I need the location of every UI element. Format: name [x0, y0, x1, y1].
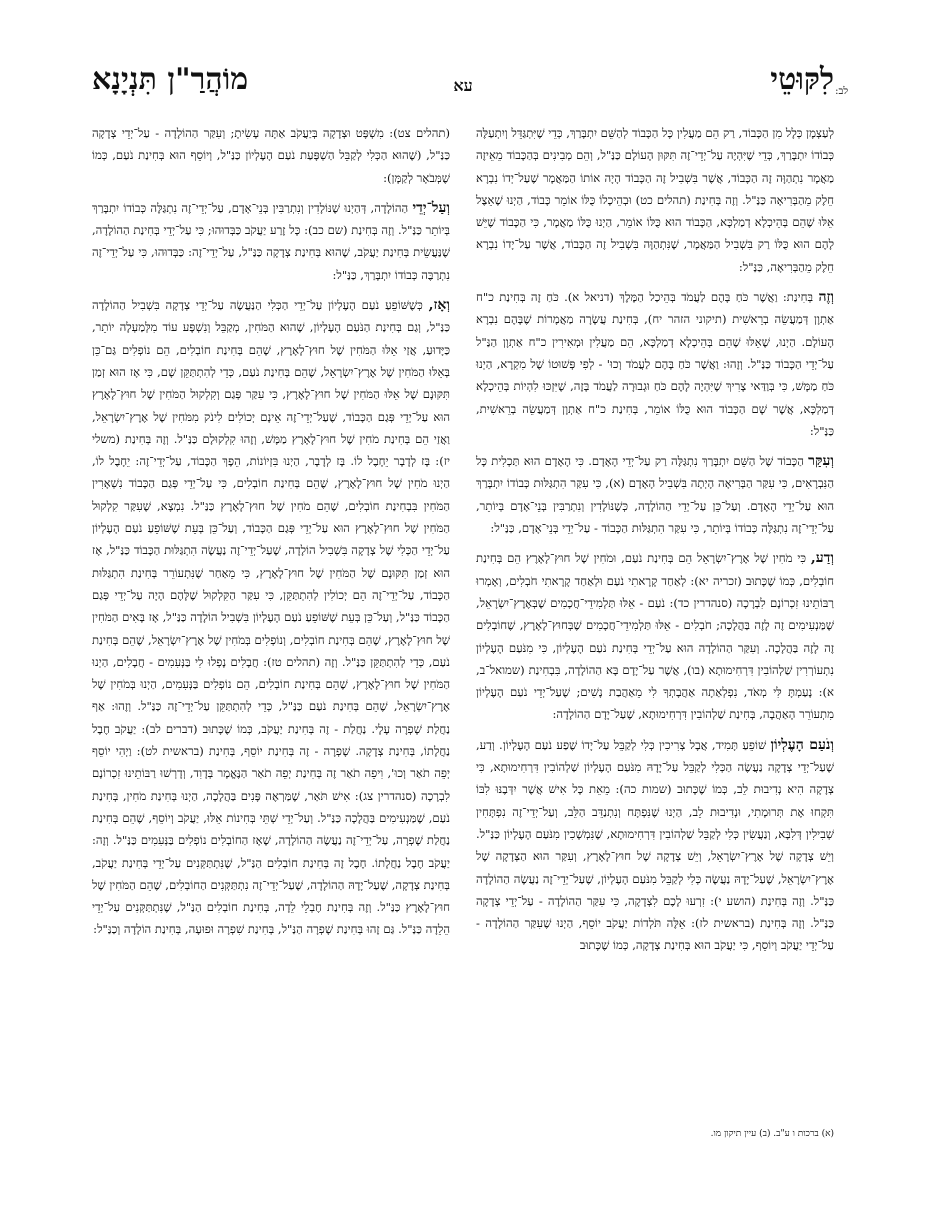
paragraph [476, 286, 834, 442]
right-column [476, 122, 834, 965]
paragraph [92, 122, 450, 189]
book-title-right: לִקּוּטֵי [770, 62, 834, 97]
paragraph [476, 547, 834, 725]
paragraph-text: לְעַצְמָן כְּלָל מִן הַכָּבוֹד, רַק הֵם מַעֲלִין כָּל הַכָּבוֹד לְהַשֵּׁם יִתְבָּרַךְ, כְּדֵי שֶׁיִּתְגַּדֵּל וְיִתְעַלֶּה כְּבוֹדוֹ יִתְבָּרַךְ, כְּדֵי שֶׁיִּהְיֶה עַל־יְדֵי־זֶה תִּקּוּן הָעוֹלָם כַּנַּ"ל, וְהֵם מְבִינִים בְּהַכָּבוֹד מֵאֵיזֶה מַאֲמָר נִתְהַוָּה זֶה הַכָּבוֹד, אֲשֶׁר בִּשְׁבִיל זֶה הַכָּבוֹד הָיָה אוֹתוֹ הַמַּאֲמָר שֶׁעַל־יְדוֹ נִבְרָא חֵלֶק מֵהַבְּרִיאָה כַּנַּ"ל. וְזֶה בְּחִינַת (תהלים כט) וּבְהֵיכָלוֹ כֻּלּוֹ אוֹמֵר כָּבוֹד, הַיְנוּ שֶׁאֵצֶל אֵלּוּ שֶׁהֵם בְּהֵיכְלָא דְמַלְכָּא, הַכָּבוֹד הוּא כֻּלּוֹ אוֹמֵר, הַיְנוּ כֻּלּוֹ מַאֲמָר, כִּי הַכָּבוֹד שֶׁיֵּשׁ לָהֶם הוּא כֻּלּוֹ רַק בִּשְׁבִיל הַמַּאֲמָר, שֶׁנִּתְהַוָּה בִּשְׁבִיל זֶה הַכָּבוֹד, אֲשֶׁר עַל־יָדוֹ נִבְרָא חֵלֶק מֵהַבְּרִיאָה, כַּנַּ"ל: [476, 126, 834, 274]
paragraph-text: שׁוֹפֵעַ תָּמִיד, אֲבָל צְרִיכִין כְּלִי לְקַבֵּל עַל־יָדוֹ שֶׁפַע נֹעַם הָעֶלְיוֹן. וְדַע, שֶׁעַל־יְדֵי צְדָקָה נַעֲשֶׂה הַכְּלִי לְקַבֵּל עַל־יָדָהּ מִנֹּעַם הָעֶלְיוֹן שַׁלְהוֹבִין דִּרְחִימוּתָא, כִּי צְדָקָה הִיא נְדִיבוּת לֵב, כְּמוֹ שֶׁכָּתוּב (שמות כה): מֵאֵת כָּל אִישׁ אֲשֶׁר יִדְּבֶנּוּ לִבּוֹ תִּקְחוּ אֶת תְּרוּמָתִי, וּנְדִיבוּת לֵב, הַיְנוּ שֶׁנִּפְתָּח וְנִתְנַדֵּב הַלֵּב, וְעַל־יְדֵי־זֶה נִפְתָּחִין שְׁבִילִין דְּלִבָּא, וְנַעֲשִׂין כְּלִי לְקַבֵּל שַׁלְהוֹבִין דִּרְחִימוּתָא, שֶׁנִּמְשָׁכִין מִנֹּעַם הָעֶלְיוֹן כַּנַּ"ל. וְיֵשׁ צְדָקָה שֶׁל אֶרֶץ־יִשְׂרָאֵל, וְיֵשׁ צְדָקָה שֶׁל חוּץ־לָאָרֶץ, וְעִקַּר הוּא הַצְּדָקָה שֶׁל אֶרֶץ־יִשְׂרָאֵל, שֶׁעַל־יָדָהּ נַעֲשֶׂה כְּלִי לְקַבֵּל מִנֹּעַם הָעֶלְיוֹן, שֶׁעַל־יְדֵי־זֶה נַעֲשֶׂה הַהוֹלָדָה כַּנַּ"ל. וְזֶה בְּחִינַת (הושע י): זִרְעוּ לָכֶם לִצְדָקָה, כִּי עִקַּר הַהוֹלָדָה - עַל־יְדֵי צְדָקָה כַּנַּ"ל. וְזֶה בְּחִינַת (בראשית לז): אֵלֶּה תֹּלְדוֹת יַעֲקֹב יוֹסֵף, הַיְנוּ שֶׁעִקַּר הַהוֹלָדָה - עַל־יְדֵי יַעֲקֹב וְיוֹסֵף, כִּי יַעֲקֹב הוּא בְּחִינַת צְדָקָה, כְּמוֹ שֶׁכָּתוּב [476, 737, 834, 953]
paragraph [92, 294, 450, 941]
left-column [92, 122, 450, 949]
lead-word: וְדַע, [810, 550, 834, 567]
paragraph [476, 450, 834, 539]
paragraph-text: בְּחִינַת: וַאֲשֶׁר כֹּחַ בָּהֶם לַעֲמֹד בְּהֵיכַל הַמֶּלֶךְ (דניאל א). כֹּחַ זֶה בְּחִינַת כ"ח אַתְוָן דְּמַעֲשֵׂה בְרֵאשִׁית (תיקוני הזהר יח), בְּחִינַת עֲשָׂרָה מַאֲמָרוֹת שֶׁבָּהֶם נִבְרָא הָעוֹלָם. הַיְנוּ, שֶׁאֵלּוּ שֶׁהֵם בְּהֵיכְלָא דְמַלְכָּא, הֵם מַעֲלִין וּמְאִירִין כ"ח אַתְוָן הַנַּ"ל עַל־יְדֵי הַכָּבוֹד כַּנַּ"ל. וְזֶהוּ: וַאֲשֶׁר כֹּחַ בָּהֶם לַעֲמֹד וְכוּ' - לְפִי פְּשׁוּטוֹ שֶׁל מִקְרָא, הַיְנוּ כֹּחַ מַמָּשׁ, כִּי בְּוַדַּאי צָרִיךְ שֶׁיִּהְיֶה לָהֶם כֹּחַ וּגְבוּרָה לַעֲמֹד בָּזֶה, שֶׁיִּזְכּוּ לִהְיוֹת בְּהֵיכְלָא דְמַלְכָּא, אֲשֶׁר שָׁם הַכָּבוֹד הוּא כֻּלּוֹ אוֹמֵר, בְּחִינַת כ"ח אַתְוָן דְּמַעֲשֵׂה בְרֵאשִׁית, כַּנַּ"ל: [476, 290, 834, 438]
lead-word: וְעִקַּר [808, 453, 835, 470]
paragraph [92, 197, 450, 286]
lead-word: וְאָז, [428, 297, 450, 314]
running-header [92, 62, 848, 112]
page-number: עא [453, 76, 473, 95]
lead-word: וְנֹעַם הָעֶלְיוֹן [770, 736, 835, 753]
book-title-left: מוֹהֲרַ"ן תִּנְיָנָא [92, 62, 249, 97]
lead-word: וְזֶה [818, 289, 835, 306]
paragraph-text: (תהלים צט): מִשְׁפָּט וּצְדָקָה בְּיַעֲקֹב אַתָּה עָשִׂיתָ; וְעִקַּר הַהוֹלָדָה - עַל־יְדֵי צְדָקָה כַּנַּ"ל, (שֶׁהוּא הַכְּלִי לְקַבֵּל הַשְׁפָּעַת נֹעַם הָעֶלְיוֹן כַּנַּ"ל, וְיוֹסֵף הוּא בְּחִינַת נֹעַם, כְּמוֹ שֶׁמְּבֹאָר לְקַמָּן): [92, 126, 450, 185]
paragraph-text: הַכָּבוֹד שֶׁל הַשֵּׁם יִתְבָּרַךְ נִתְגַּלֶּה רַק עַל־יְדֵי הָאָדָם. כִּי הָאָדָם הוּא תַּכְלִית כָּל הַנִּבְרָאִים, כִּי עִקַּר הַבְּרִיאָה הָיְתָה בִּשְׁבִיל הָאָדָם (א), כִּי עִקַּר הִתְגַּלּוּת כְּבוֹדוֹ יִתְבָּרַךְ הוּא עַל־יְדֵי הָאָדָם. וְעַל־כֵּן עַל־יְדֵי הַהוֹלָדָה, כְּשֶׁנּוֹלָדִין וְנִתְרַבִּין בְּנֵי־אָדָם בְּיוֹתֵר, עַל־יְדֵי־זֶה נִתְגַּלֶּה כְּבוֹדוֹ בְּיוֹתֵר, כִּי עִקַּר הִתְגַּלּוּת הַכָּבוֹד - עַל־יְדֵי בְּנֵי־אָדָם, כַּנַּ"ל: [476, 454, 835, 536]
paragraph [476, 122, 834, 278]
lead-word: וְעַל־יְדֵי [412, 199, 450, 216]
footnote: (א) ברכות ו ע"ב. (ב) עיין תיקון מו. [710, 1129, 834, 1139]
paragraph [476, 734, 834, 957]
paragraph-text: כְּשֶׁשּׁוֹפֵעַ נֹעַם הָעֶלְיוֹן עַל־יְדֵי הַכְּלִי הַנַּעֲשֶׂה עַל־יְדֵי צְדָקָה בִּשְׁבִיל הַהוֹלָדָה כַּנַּ"ל, וְגַם בְּחִינַת הַנֹּעַם הָעֶלְיוֹן, שֶׁהוּא הַמֹּחִין, מְקַבֵּל וְנִשְׁפָּע עוֹד מִלְּמַעְלָה יוֹתֵר, כַּיָּדוּעַ, אֲזַי אֵלּוּ הַמֹּחִין שֶׁל חוּץ־לָאָרֶץ, שֶׁהֵם בְּחִינַת חוֹבְלִים, הֵם נוֹפְלִים גַּם־כֵּן בְּאֵלּוּ הַמֹּחִין שֶׁל אֶרֶץ־יִשְׂרָאֵל, שֶׁהֵם בְּחִינַת נֹעַם, כְּדֵי לְהִתְתַּקֵּן שָׁם, כִּי אָז הוּא זְמַן תִּקּוּנָם שֶׁל אֵלּוּ הַמֹּחִין שֶׁל חוּץ־לָאָרֶץ, כִּי עִקַּר פְּגַם וְקִלְקוּל הַמֹּחִין שֶׁל חוּץ־לָאָרֶץ הוּא עַל־יְדֵי פְּגַם הַכָּבוֹד, שֶׁעַל־יְדֵי־זֶה אֵינָם יְכוֹלִים לִינֹק מִמֹּחִין שֶׁל אֶרֶץ־יִשְׂרָאֵל, וַאֲזַי הֵם בְּחִינַת מֹחִין שֶׁל חוּץ־לָאָרֶץ מַמָּשׁ, וְזֶהוּ קִלְקוּלָם כַּנַּ"ל. וְזֶה בְּחִינַת (משלי יז): בָּז לְדָבָר יֵחָבֶל לוֹ. בָּז לְדָבָר, הַיְנוּ בִּזְיוֹנוֹת, הֵפֶךְ הַכָּבוֹד, עַל־יְדֵי־זֶה: יֵחָבֶל לוֹ, הַיְנוּ מֹחִין שֶׁל חוּץ־לָאָרֶץ, שֶׁהֵם בְּחִינַת חוֹבְלִים, כִּי עַל־יְדֵי פְּגַם הַכָּבוֹד נִשְׁאָרִין הַמֹּחִין בִּבְחִינַת חוֹבְלִים, שֶׁהֵם מֹחִין שֶׁל חוּץ־לָאָרֶץ כַּנַּ"ל. נִמְצָא, שֶׁעִקַּר קִלְקוּל הַמֹּחִין שֶׁל חוּץ־לָאָרֶץ הוּא עַל־יְדֵי פְּגַם הַכָּבוֹד, וְעַל־כֵּן בְּעֵת שֶׁשּׁוֹפֵעַ נֹעַם הָעֶלְיוֹן עַל־יְדֵי הַכְּלִי שֶׁל צְדָקָה בִּשְׁבִיל הוֹלָדָה, שֶׁעַל־יְדֵי־זֶה נַעֲשֶׂה הִתְגַּלּוּת הַכָּבוֹד כַּנַּ"ל, אָז הוּא זְמַן תִּקּוּנָם שֶׁל הַמֹּחִין שֶׁל חוּץ־לָאָרֶץ, כִּי מֵאַחַר שֶׁנִּתְעוֹרֵר בְּחִינַת הִתְגַּלּוּת הַכָּבוֹד, עַל־יְדֵי־זֶה הֵם יְכוֹלִין לְהִתְתַּקֵּן, כִּי עִקַּר הַקִּלְקוּל שֶׁלָּהֶם הָיָה עַל־יְדֵי פְּגַם הַכָּבוֹד כַּנַּ"ל, וְעַל־כֵּן בְּעֵת שֶׁשּׁוֹפֵעַ נֹעַם הָעֶלְיוֹן בִּשְׁבִיל הוֹלָדָה כַּנַּ"ל, אָז בָּאִים הַמֹּחִין שֶׁל חוּץ־לָאָרֶץ, שֶׁהֵם בְּחִינַת חוֹבְלִים, וְנוֹפְלִים בְּמֹחִין שֶׁל אֶרֶץ־יִשְׂרָאֵל, שֶׁהֵם בְּחִינַת נֹעַם, כְּדֵי לְהִתְתַּקֵּן כַּנַּ"ל. וְזֶה (תהלים טז): חֲבָלִים נָפְלוּ לִי בַּנְּעִמִים - חֲבָלִים, הַיְנוּ הַמֹּחִין שֶׁל חוּץ־לָאָרֶץ, שֶׁהֵם בְּחִינַת חוֹבְלִים, הֵם נוֹפְלִים בַּנְּעִמִים, הַיְנוּ בְּמֹחִין שֶׁל אֶרֶץ־יִשְׂרָאֵל, שֶׁהֵם בְּחִינַת נֹעַם כַּנַּ"ל, כְּדֵי לְהִתְתַּקֵּן עַל־יְדֵי־זֶה כַּנַּ"ל. וְזֶהוּ: אַף נַחֲלַת שָׁפְרָה עָלָי. נַחֲלַת - זֶה בְּחִינַת יַעֲקֹב, כְּמוֹ שֶׁכָּתוּב (דברים לב): יַעֲקֹב חֶבֶל נַחֲלָתוֹ, בְּחִינַת צְדָקָה. שָׁפְרָה - זֶה בְּחִינַת יוֹסֵף, בְּחִינַת (בראשית לט): וַיְהִי יוֹסֵף יְפֵה תֹאַר וְכוּ', וִיפֵה תֹאַר זֶה בְּחִינַת יְפֵה תֹאַר הַנֶּאֱמָר בְּדָוִד, וְדָרְשׁוּ רַבּוֹתֵינוּ זִכְרוֹנָם לִבְרָכָה (סנהדרין צג): אִישׁ תֹּאַר, שֶׁמַּרְאֶה פָּנִים בַּהֲלָכָה, הַיְנוּ בְּחִינַת מֹחִין, בְּחִינַת נֹעַם, שֶׁמַּנְעִימִים בַּהֲלָכָה כַּנַּ"ל. וְעַל־יְדֵי שְׁתֵּי בְּחִינוֹת אֵלּוּ, יַעֲקֹב וְיוֹסֵף, שֶׁהֵם בְּחִינַת נַחֲלַת שָׁפְרָה, עַל־יְדֵי־זֶה נַעֲשֶׂה הַהוֹלָדָה, שֶׁאָז הַחוֹבְלִים נוֹפְלִים בַּנְּעִמִים כַּנַּ"ל. וְזֶה: יַעֲקֹב חֶבֶל נַחֲלָתוֹ. חֶבֶל זֶה בְּחִינַת חוֹבְלִים הַנַּ"ל, שֶׁנִּתְתַּקְּנִים עַל־יְדֵי בְּחִינַת יַעֲקֹב, בְּחִינַת צְדָקָה, שֶׁעַל־יָדָהּ הַהוֹלָדָה, שֶׁעַל־יְדֵי־זֶה נִתְתַּקְּנִים הַחוֹבְלִים, שֶׁהֵם הַמֹּחִין שֶׁל חוּץ־לָאָרֶץ כַּנַּ"ל. וְזֶה בְּחִינַת חֶבְלֵי לֵדָה, בְּחִינַת חוֹבְלִים הַנַּ"ל, שֶׁנִּתְתַּקְּנִים עַל־יְדֵי הֵלֵדָה כַּנַּ"ל. גַּם זֶהוּ בְּחִינַת שָׁפְרָה הַנַּ"ל, בְּחִינַת שִׁפְרָה וּפוּעָה, בְּחִינַת הוֹלָדָה וְכַנַּ"ל: [92, 298, 450, 937]
paragraph-text: הַהוֹלָדָה, דְּהַיְנוּ שֶׁנּוֹלָדִין וְנִתְרַבִּין בְּנֵי־אָדָם, עַל־יְדֵי־זֶה נִתְגַּלֶּה כְּבוֹדוֹ יִתְבָּרַךְ בְּיוֹתֵר כַּנַּ"ל. וְזֶה בְּחִינַת (שם כב): כָּל זֶרַע יַעֲקֹב כַּבְּדוּהוּ; כִּי עַל־יְדֵי בְּחִינַת הַהוֹלָדָה, שֶׁנַּעֲשֵׂית בְּחִינַת יַעֲקֹב, שֶׁהוּא בְּחִינַת צְדָקָה כַּנַּ"ל, עַל־יְדֵי־זֶה: כַּבְּדוּהוּ, כִּי עַל־יְדֵי־זֶה נִתְרַבֶּה כְּבוֹדוֹ יִתְבָּרַךְ, כַּנַּ"ל: [92, 200, 450, 282]
folio-number: לב: [835, 86, 848, 97]
paragraph-text: כִּי מֹחִין שֶׁל אֶרֶץ־יִשְׂרָאֵל הֵם בְּחִינַת נֹעַם, וּמֹחִין שֶׁל חוּץ־לָאָרֶץ הֵם בְּחִינַת חוֹבְלִים, כְּמוֹ שֶׁכָּתוּב (זכריה יא): לְאַחַד קָרָאתִי נֹעַם וּלְאַחַד קָרָאתִי חֹבְלִים, וְאָמְרוּ רַבּוֹתֵינוּ זִכְרוֹנָם לִבְרָכָה (סנהדרין כד): נֹעַם - אֵלּוּ תַּלְמִידֵי־חֲכָמִים שֶׁבְּאֶרֶץ־יִשְׂרָאֵל, שֶׁמַּנְעִימִים זֶה לָזֶה בַּהֲלָכָה; חֹבְלִים - אֵלּוּ תַּלְמִידֵי־חֲכָמִים שֶׁבְּחוּץ־לָאָרֶץ, שֶׁחוֹבְלִים זֶה לָזֶה בַּהֲלָכָה. וְעִקַּר הַהוֹלָדָה הוּא עַל־יְדֵי בְּחִינַת נֹעַם הָעֶלְיוֹן, כִּי מִנֹּעַם הָעֶלְיוֹן נִתְעוֹרְרִין שַׁלְהוֹבִין דִּרְחִימוּתָא (בו), אֲשֶׁר עַל־יָדָם בָּא הַהוֹלָדָה, בִּבְחִינַת (שמואל־ב, א): נָעַמְתָּ לִּי מְאֹד, נִפְלְאַתָה אַהֲבָתְךָ לִי מֵאַהֲבַת נָשִׁים; שֶׁעַל־יְדֵי נֹעַם הָעֶלְיוֹן מִתְעוֹרֵר הָאַהֲבָה, בְּחִינַת שַׁלְהוֹבִין דִּרְחִימוּתָא, שֶׁעַל־יָדָם הַהוֹלָדָה: [476, 551, 834, 722]
